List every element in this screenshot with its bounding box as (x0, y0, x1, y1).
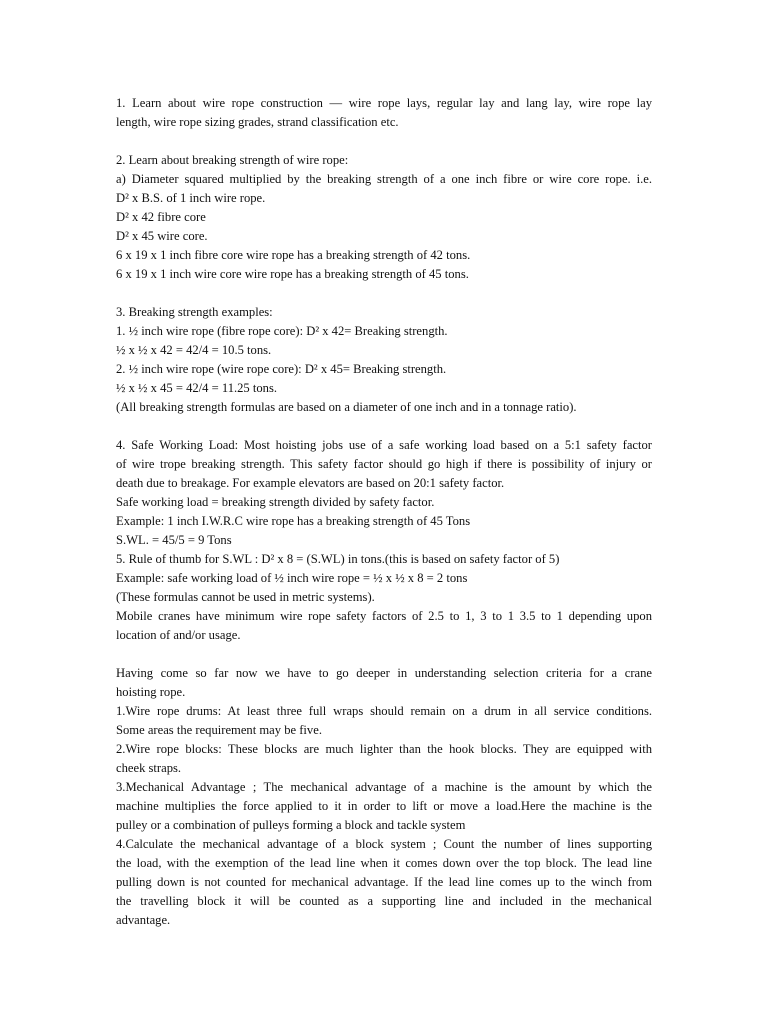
text-line: death due to breakage. For example elevators are based on 20:1 safety factor. (116, 476, 505, 490)
text-line: Having come so far now we have to go deeper in understanding selection criteria for a crane (116, 666, 652, 680)
text-line: 4. Safe Working Load: Most hoisting jobs use of a safe working load based on a 5:1 safety factor (116, 438, 652, 452)
text-line: Safe working load = breaking strength divided by safety factor. (116, 495, 435, 509)
text-line: advantage. (116, 913, 171, 927)
text-line: a) Diameter squared multiplied by the breaking strength of a one inch fibre or wire core rope. i.e. (116, 172, 652, 186)
text-line: D² x 45 wire core. (116, 229, 208, 243)
text-line: 5. Rule of thumb for S.WL : D² x 8 = (S.WL) in tons.(this is based on safety factor of 5) (116, 552, 560, 566)
text-line: ½ x ½ x 42 = 42/4 = 10.5 tons. (116, 343, 272, 357)
blank-line (116, 645, 652, 664)
blank-line (116, 132, 652, 151)
text-line: cheek straps. (116, 761, 182, 775)
text-line: 1. ½ inch wire rope (fibre rope core): D² x 42= Breaking strength. (116, 324, 448, 338)
text-line: 2. Learn about breaking strength of wire rope: (116, 153, 349, 167)
text-line: Some areas the requirement may be five. (116, 723, 322, 737)
text-line: Example: 1 inch I.W.R.C wire rope has a breaking strength of 45 Tons (116, 514, 471, 528)
text-line: 4.Calculate the mechanical advantage of a block system ; Count the number of lines supporting (116, 837, 652, 851)
text-line: 6 x 19 x 1 inch fibre core wire rope has a breaking strength of 42 tons. (116, 248, 471, 262)
text-line: 2. ½ inch wire rope (wire rope core): D² x 45= Breaking strength. (116, 362, 447, 376)
text-line: S.WL. = 45/5 = 9 Tons (116, 533, 232, 547)
text-line: D² x 42 fibre core (116, 210, 206, 224)
text-line: (These formulas cannot be used in metric systems). (116, 590, 375, 604)
text-line: location of and/or usage. (116, 628, 241, 642)
text-line: pulley or a combination of pulleys forming a block and tackle system (116, 818, 466, 832)
text-line: the travelling block it will be counted as a supporting line and included in the mechanical (116, 894, 652, 908)
text-line: (All breaking strength formulas are based on a diameter of one inch and in a tonnage ratio). (116, 400, 577, 414)
blank-line (116, 417, 652, 436)
text-line: Example: safe working load of ½ inch wire rope = ½ x ½ x 8 = 2 tons (116, 571, 468, 585)
text-line: Mobile cranes have minimum wire rope safety factors of 2.5 to 1, 3 to 1 3.5 to 1 depending upon (116, 609, 652, 623)
text-line: D² x B.S. of 1 inch wire rope. (116, 191, 266, 205)
text-line: 1.Wire rope drums: At least three full wraps should remain on a drum in all service conditions. (116, 704, 652, 718)
text-line: machine multiplies the force applied to it in order to lift or move a load.Here the machine is the (116, 799, 652, 813)
text-line: ½ x ½ x 45 = 42/4 = 11.25 tons. (116, 381, 278, 395)
text-line: 3.Mechanical Advantage ; The mechanical advantage of a machine is the amount by which the (116, 780, 652, 794)
text-line: 2.Wire rope blocks: These blocks are much lighter than the hook blocks. They are equipped with (116, 742, 652, 756)
text-line: of wire trope breaking strength. This safety factor should go high if there is possibility of injury or (116, 457, 652, 471)
text-line: length, wire rope sizing grades, strand classification etc. (116, 115, 399, 129)
document-body (116, 94, 652, 930)
blank-line (116, 284, 652, 303)
text-line: hoisting rope. (116, 685, 186, 699)
text-line: 3. Breaking strength examples: (116, 305, 273, 319)
text-line: the load, with the exemption of the lead line when it comes down over the top block. The lead line (116, 856, 652, 870)
text-line: pulling down is not counted for mechanical advantage. If the lead line comes up to the winch from (116, 875, 652, 889)
text-line: 6 x 19 x 1 inch wire core wire rope has a breaking strength of 45 tons. (116, 267, 469, 281)
text-line: 1. Learn about wire rope construction — wire rope lays, regular lay and lang lay, wire rope lay (116, 96, 652, 110)
